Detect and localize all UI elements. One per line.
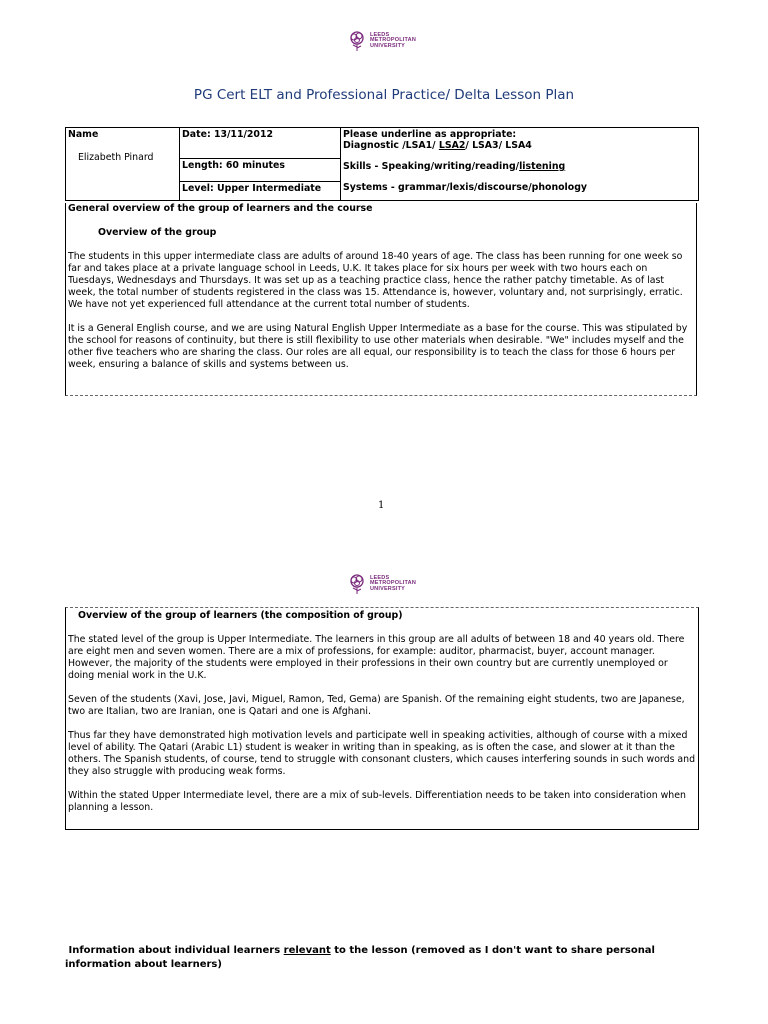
length-field: Length: 60 minutes <box>182 160 285 171</box>
page-number: 1 <box>378 500 385 511</box>
group-composition-section <box>65 607 699 830</box>
composition-paragraph-4: Within the stated Upper Intermediate level, there are a mix of sub-levels. Differentiation needs to be taken into consideration when planning a lesson. <box>68 790 686 813</box>
skills-line: Skills - Speaking/writing/reading/listening <box>343 161 566 172</box>
composition-paragraph-1: The stated level of the group is Upper Intermediate. The learners in this group are all adults of between 18 and 40 years old. There are eight men and seven women. There are a mix of professions, for example: auditor, pharmacist, buyer, account manager. However, the majority of the students were employed in their professions in their own country but are currently unemployed or doing menial work in the U.K. <box>68 634 685 681</box>
university-logo <box>346 573 416 595</box>
course-overview-section <box>65 203 697 396</box>
flower-logo-icon <box>346 573 368 595</box>
logo-text: LEEDS METROPOLITAN UNIVERSITY <box>370 574 416 592</box>
diagnostic-line: Diagnostic /LSA1/ LSA2/ LSA3/ LSA4 <box>343 140 532 151</box>
individual-learners-note: Information about individual learners relevant to the lesson (removed as I don't want to share personal information about learners) <box>65 945 655 970</box>
flower-logo-icon <box>346 30 368 52</box>
name-label: Name <box>68 129 99 140</box>
stage-skills-systems-cell <box>341 128 699 201</box>
composition-paragraph-2: Seven of the students (Xavi, Jose, Javi, Miguel, Ramon, Ted, Gema) are Spanish. Of the remaining eight students, two are Japanese, two are Italian, two are Iranian, one is Qatari and one is Afghani. <box>68 694 685 717</box>
composition-paragraph-3: Thus far they have demonstrated high motivation levels and participate well in speaking activities, although of course with a mixed level of ability. The Qatari (Arabic L1) student is weaker in writing than in speaking, as is often the case, and slower at it than the others. The Spanish students, of course, tend to struggle with consonant clusters, which causes interfering sounds in such words and they also struggle with producing weak forms. <box>68 730 696 777</box>
date-field: Date: 13/11/2012 <box>182 129 273 140</box>
overview-paragraph-1: The students in this upper intermediate class are adults of around 18-40 years of age. The class has been running for one week so far and takes place at a private language school in Leeds, U.K. It takes place for six hours per week with two hours each on Tuesdays, Wednesdays and Thursdays. It was set up as a teaching practice class, hence the rather patchy timetable. As of last week, the total number of students registered in the class was 15. Attendance is, however, voluntary and, not surprisingly, erratic. We have not yet experienced full attendance at the current total number of students. <box>68 251 683 310</box>
systems-line: Systems - grammar/lexis/discourse/phonology <box>343 182 588 193</box>
lesson-plan-header-table <box>65 127 699 201</box>
name-cell <box>66 128 180 201</box>
date-length-level-cell <box>180 128 341 201</box>
document-title: PG Cert ELT and Professional Practice/ Delta Lesson Plan <box>193 87 575 103</box>
composition-heading: Overview of the group of learners (the composition of group) <box>78 610 403 621</box>
level-field: Level: Upper Intermediate <box>182 183 322 194</box>
name-value: Elizabeth Pinard <box>78 152 154 163</box>
overview-subheading: Overview of the group <box>98 227 217 238</box>
logo-text: LEEDS METROPOLITAN UNIVERSITY <box>370 31 416 49</box>
listening-selected: listening <box>519 161 566 172</box>
relevant-underlined: relevant <box>283 945 331 956</box>
lsa2-selected: LSA2 <box>438 140 466 151</box>
underline-prompt: Please underline as appropriate: <box>343 129 517 140</box>
overview-paragraph-2: It is a General English course, and we are using Natural English Upper Intermediate as a base for the course. This was stipulated by the school for reasons of continuity, but there is still flexibility to use other materials when desirable. "We" includes myself and the other five teachers who are sharing the class. Our roles are all equal, our responsibility is to teach the class for those 6 hours per week, ensuring a balance of skills and systems between us. <box>68 323 688 370</box>
section-heading: General overview of the group of learners and the course <box>68 203 373 214</box>
university-logo <box>346 30 416 52</box>
